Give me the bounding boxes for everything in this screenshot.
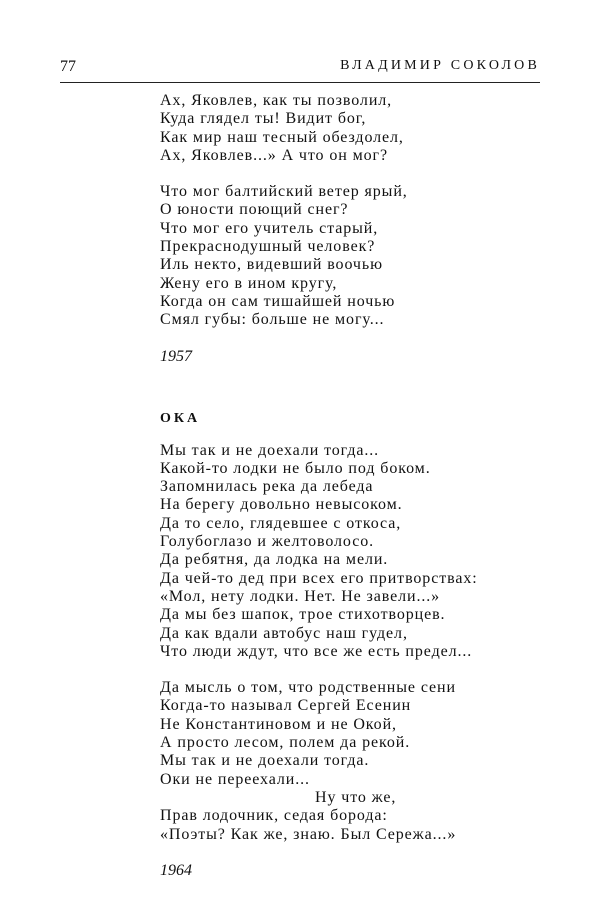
verse-line: Да мысль о том, что родственные сени xyxy=(160,679,456,697)
verse-line: Жену его в ином кругу, xyxy=(160,274,338,292)
poem-2-stanza-1 xyxy=(160,442,500,662)
verse-line: Да ребятня, да лодка на мели. xyxy=(160,551,389,569)
poem-1-stanza-1 xyxy=(160,92,500,165)
verse-line: Иль некто, видевший воочью xyxy=(160,256,383,274)
verse-line: Голубоглазо и желтоволосо. xyxy=(160,533,375,551)
verse-line: Да чей-то дед при всех его притворствах: xyxy=(160,569,478,587)
verse-line: Запомнилась река да лебеда xyxy=(160,478,374,496)
verse-line: Да мы без шапок, трое стихотворцев. xyxy=(160,606,446,624)
verse-line: А просто лесом, полем да рекой. xyxy=(160,734,411,752)
verse-line: «Мол, нету лодки. Нет. Не завели...» xyxy=(160,587,441,605)
poem-1 xyxy=(160,92,500,366)
poem-1-date: 1957 xyxy=(160,347,192,365)
verse-line: Когда он сам тишайшей ночью xyxy=(160,292,396,310)
verse-line: Мы так и не доехали тогда... xyxy=(160,441,380,459)
verse-line: Когда-то называл Сергей Есенин xyxy=(160,697,412,715)
verse-line: Прекраснодушный человек? xyxy=(160,238,376,256)
page-header xyxy=(60,58,540,80)
poem-2-title: ОКА xyxy=(160,410,201,426)
verse-line: Ах, Яковлев, как ты позволил, xyxy=(160,92,393,109)
verse-line: «Поэты? Как же, знаю. Был Сережа...» xyxy=(160,825,457,843)
verse-line: Какой-то лодки не было под боком. xyxy=(160,459,431,477)
header-rule xyxy=(60,82,540,83)
verse-line: Как мир наш тесный обездолел, xyxy=(160,128,404,146)
verse-line: Мы так и не доехали тогда. xyxy=(160,752,370,770)
verse-line: На берегу довольно невысоком. xyxy=(160,496,403,514)
verse-line: Ах, Яковлев...» А что он мог? xyxy=(160,146,389,164)
verse-line: Не Константиновом и не Окой, xyxy=(160,715,397,733)
verse-line: Куда глядел ты! Видит бог, xyxy=(160,110,367,128)
verse-line: Да то село, глядевшее с откоса, xyxy=(160,514,402,532)
verse-line: Смял губы: больше не могу... xyxy=(160,311,385,329)
poem-2 xyxy=(160,410,500,880)
verse-line: О юности поющий снег? xyxy=(160,201,349,219)
verse-line: Прав лодочник, седая борода: xyxy=(160,807,388,825)
verse-line: Что люди ждут, что все же есть предел... xyxy=(160,642,473,660)
page-number: 77 xyxy=(60,58,76,75)
verse-line-indented: Ну что же, xyxy=(315,788,397,806)
running-head: ВЛАДИМИР СОКОЛОВ xyxy=(340,58,540,73)
poem-2-stanza-2 xyxy=(160,679,500,844)
poem-2-date: 1964 xyxy=(160,861,192,879)
poem-1-stanza-2 xyxy=(160,183,500,329)
verse-line: Что мог балтийский ветер ярый, xyxy=(160,183,408,201)
verse-line: Что мог его учитель старый, xyxy=(160,219,379,237)
verse-line: Оки не переехали... xyxy=(160,770,310,788)
verse-line: Да как вдали автобус наш гудел, xyxy=(160,624,408,642)
page-content xyxy=(160,92,500,880)
